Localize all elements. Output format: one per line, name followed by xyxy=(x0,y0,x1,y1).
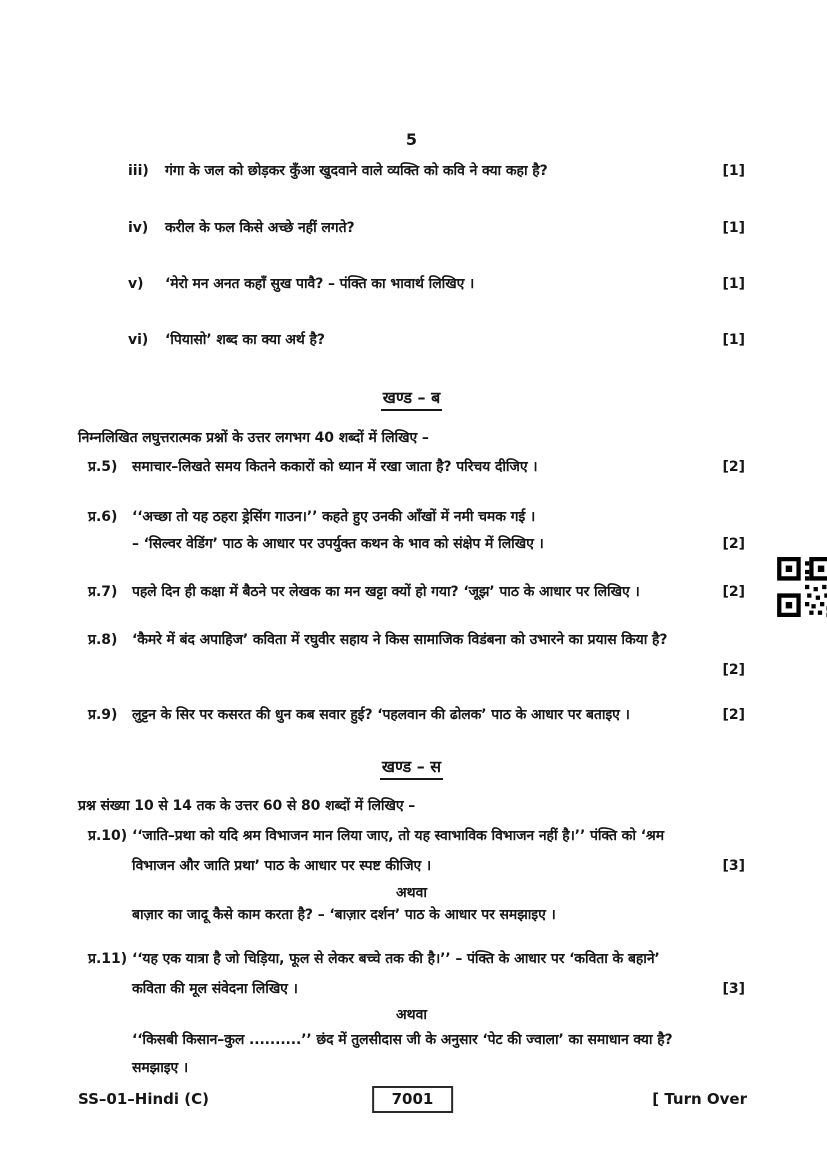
question-label: प्र.10) xyxy=(88,828,128,844)
qr-code-icon xyxy=(777,557,827,617)
question-8-marks-row xyxy=(132,661,745,679)
or-separator: अथवा xyxy=(395,1007,428,1023)
question-text: ‘पियासो’ शब्द का क्या अर्थ है? xyxy=(165,332,325,348)
section-c-heading xyxy=(78,757,745,778)
question-10-line2 xyxy=(132,857,745,875)
question-marks: [2] xyxy=(722,536,745,552)
question-label: vi) xyxy=(128,332,149,348)
question-text: ‘‘जाति–प्रथा को यदि श्रम विभाजन मान लिया जाए, तो यह स्वाभाविक विभाजन नहीं है।’’ पंक्ति को ‘श्रम xyxy=(132,828,664,844)
or-separator: अथवा xyxy=(395,885,428,901)
question-marks: [1] xyxy=(722,276,745,292)
question-9 xyxy=(88,706,745,724)
question-text: बाज़ार का जादू कैसे काम करता है? – ‘बाज़ार दर्शन’ पाठ के आधार पर समझाइए । xyxy=(132,907,556,923)
question-marks: [2] xyxy=(722,459,745,475)
question-label: iv) xyxy=(128,220,149,236)
question-label: प्र.8) xyxy=(88,632,118,648)
question-marks: [1] xyxy=(722,220,745,236)
sub-question-iv xyxy=(128,219,745,237)
question-text: पहले दिन ही कक्षा में बैठने पर लेखक का मन खट्टा क्यों हो गया? ‘जूझ’ पाठ के आधार पर लिखिए । xyxy=(132,584,640,600)
sub-question-vi xyxy=(128,331,745,349)
question-11-alternative-line2 xyxy=(132,1059,745,1077)
question-label: प्र.5) xyxy=(88,459,118,475)
page-number: 5 xyxy=(405,130,418,149)
question-10-line1 xyxy=(88,827,745,845)
question-marks: [3] xyxy=(722,858,745,874)
question-marks: [2] xyxy=(722,662,745,678)
question-marks: [1] xyxy=(722,332,745,348)
question-text: ‘‘अच्छा तो यह ठहरा ड्रेसिंग गाउन।’’ कहते हुए उनकी आँखों में नमी चमक गई । xyxy=(132,509,536,525)
page-footer xyxy=(78,1085,747,1113)
question-text: ‘‘किसबी किसान–कुल ..........’’ छंद में तुलसीदास जी के अनुसार ‘पेट की ज्वाला’ का समाधान क्या है? xyxy=(132,1032,673,1048)
question-text: ‘मेरो मन अनत कहाँ सुख पावै? – पंक्ति का भावार्थ लिखिए । xyxy=(165,276,475,292)
section-b-heading xyxy=(78,388,745,409)
sub-question-iii xyxy=(128,162,745,180)
question-text: ‘कैमरे में बंद अपाहिज’ कविता में रघुवीर सहाय ने किस सामाजिक विडंबना को उभारने का प्रयास किया है? xyxy=(132,632,668,648)
question-11-line1 xyxy=(88,950,745,968)
question-text: विभाजन और जाति प्रथा’ पाठ के आधार पर स्पष्ट कीजिए । xyxy=(132,858,432,874)
question-marks: [2] xyxy=(722,707,745,723)
section-c-heading-text: खण्ड – स xyxy=(380,757,443,780)
question-marks: [1] xyxy=(722,163,745,179)
instruction-text: निम्नलिखित लघुत्तरात्मक प्रश्नों के उत्तर लगभग 40 शब्दों में लिखिए – xyxy=(78,430,429,446)
question-11-alternative-line1 xyxy=(132,1031,745,1049)
question-marks: [3] xyxy=(722,981,745,997)
question-6-line2 xyxy=(132,535,745,553)
question-text: – ‘सिल्वर वेडिंग’ पाठ के आधार पर उपर्युक्त कथन के भाव को संक्षेप में लिखिए । xyxy=(132,536,544,552)
question-text: समाचार–लिखते समय कितने ककारों को ध्यान में रखा जाता है? परिचय दीजिए । xyxy=(132,459,538,475)
paper-number-box: 7001 xyxy=(372,1086,454,1113)
section-b-heading-text: खण्ड – ब xyxy=(381,388,443,411)
question-7 xyxy=(88,583,745,601)
instruction-text: प्रश्न संख्या 10 से 14 तक के उत्तर 60 से 80 शब्दों में लिखिए – xyxy=(78,798,416,814)
question-5 xyxy=(88,458,745,476)
question-8-line1 xyxy=(88,631,745,649)
question-text: ‘‘यह एक यात्रा है जो चिड़िया, फूल से लेकर बच्चे तक की है।’’ – पंक्ति के आधार पर ‘कविता के बहाने’ xyxy=(132,951,660,967)
sub-question-v xyxy=(128,275,745,293)
question-text: समझाइए । xyxy=(132,1060,189,1076)
turn-over-label: [ Turn Over xyxy=(652,1090,747,1108)
question-label: v) xyxy=(128,276,144,292)
question-text: लुट्टन के सिर पर कसरत की धुन कब सवार हुई? ‘पहलवान की ढोलक’ पाठ के आधार पर बताइए । xyxy=(132,707,630,723)
question-6-line1 xyxy=(88,508,745,526)
question-text: गंगा के जल को छोड़कर कुँआ खुदवाने वाले व्यक्ति को कवि ने क्या कहा है? xyxy=(165,163,548,179)
question-marks: [2] xyxy=(722,584,745,600)
question-label: प्र.11) xyxy=(88,951,128,967)
question-10-alternative xyxy=(132,906,745,924)
question-label: प्र.9) xyxy=(88,707,118,723)
question-label: प्र.6) xyxy=(88,509,118,525)
section-b-instruction xyxy=(78,429,745,447)
section-c-instruction xyxy=(78,797,745,815)
question-label: iii) xyxy=(128,163,149,179)
paper-code: SS–01–Hindi (C) xyxy=(78,1090,210,1108)
question-text: करील के फल किसे अच्छे नहीं लगते? xyxy=(165,220,355,236)
question-text: कविता की मूल संवेदना लिखिए । xyxy=(132,981,298,997)
question-label: प्र.7) xyxy=(88,584,118,600)
question-11-line2 xyxy=(132,980,745,998)
